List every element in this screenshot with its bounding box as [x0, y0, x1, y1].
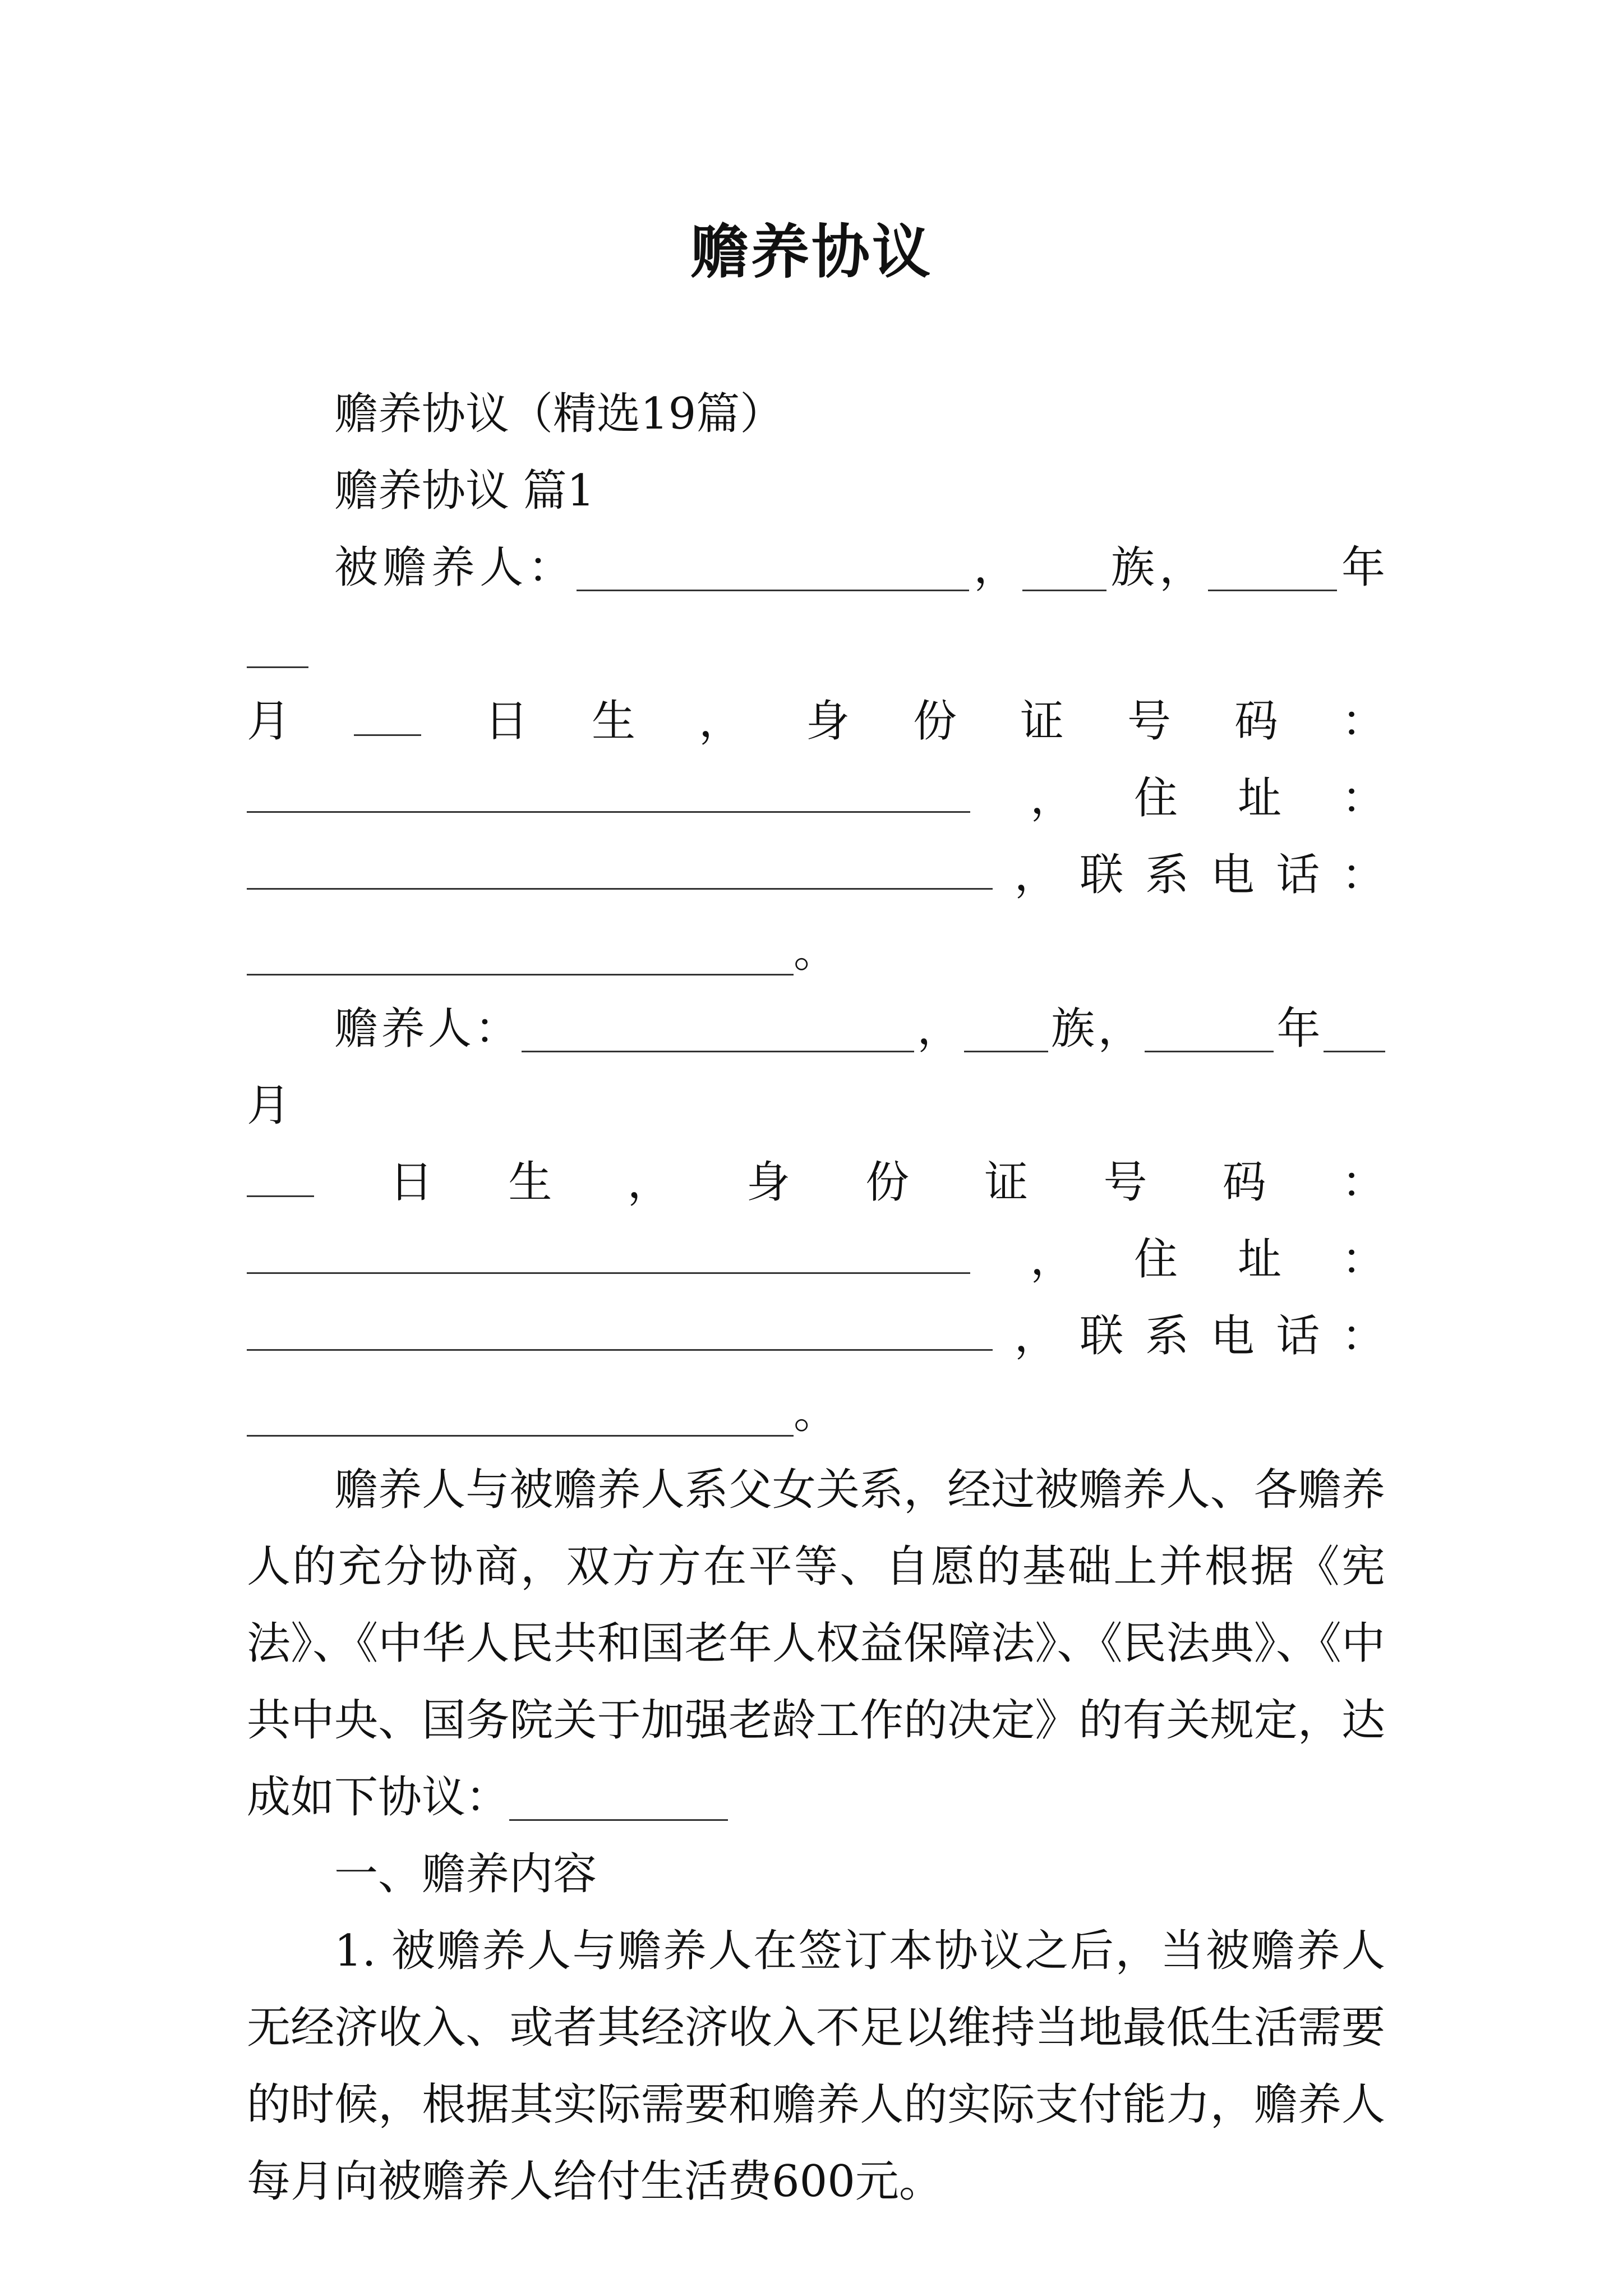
char: 话 — [1276, 850, 1320, 900]
year-blank — [1145, 1007, 1274, 1052]
char: 号 — [1103, 1157, 1147, 1208]
part-one-heading: 一、赡养内容 — [334, 1849, 597, 1899]
name-blank — [522, 1007, 914, 1052]
char: ： — [1341, 850, 1385, 900]
char: ， — [1014, 1311, 1058, 1361]
char: 住 — [1133, 773, 1178, 823]
char: 份 — [912, 696, 957, 747]
char: 联 — [1080, 1311, 1124, 1361]
month-blank — [247, 623, 308, 668]
day-blank — [247, 1152, 314, 1197]
supported-person-line-4 — [247, 837, 1385, 914]
char: 码 — [1222, 1157, 1266, 1208]
char: ： — [1341, 1311, 1385, 1361]
year-suffix: 年 — [1336, 542, 1385, 593]
ethnicity-blank — [964, 1007, 1048, 1052]
supporter-label: 赡养人： — [334, 1004, 522, 1054]
period: 。 — [794, 927, 838, 977]
char: 日 — [389, 1157, 434, 1208]
id-number-blank — [247, 767, 970, 813]
char: 电 — [1210, 1311, 1255, 1361]
char: 证 — [984, 1157, 1029, 1208]
day-blank — [354, 691, 421, 736]
char: 身 — [805, 696, 850, 747]
period: 。 — [794, 1388, 838, 1438]
supporter-line-5 — [247, 1375, 1385, 1452]
ethnicity-blank — [1022, 546, 1106, 591]
supported-person-block — [247, 530, 1385, 991]
char: 址 — [1237, 1234, 1281, 1285]
ethnic-suffix: 族， — [1106, 542, 1208, 593]
char: 联 — [1080, 850, 1124, 900]
char: 电 — [1210, 850, 1255, 900]
section-heading: 赡养协议 篇1 — [334, 466, 595, 516]
year-suffix: 年 — [1274, 1004, 1324, 1054]
supported-person-line-1: 被赡养人： ， 族， 年 — [247, 530, 1385, 683]
char: 号 — [1127, 696, 1171, 747]
supporter-line-4 — [247, 1298, 1385, 1375]
month-blank — [1324, 1007, 1385, 1052]
month-label: 月 — [247, 696, 291, 747]
char: 系 — [1145, 850, 1189, 900]
supporter-block — [247, 991, 1385, 1452]
char: 生 — [508, 1157, 552, 1208]
char: 话 — [1276, 1311, 1320, 1361]
address-blank — [247, 844, 993, 890]
char: 址 — [1237, 773, 1281, 823]
char: ， — [627, 1157, 671, 1208]
name-blank — [577, 546, 969, 591]
char: ： — [1341, 1234, 1385, 1285]
char: ， — [1030, 1234, 1074, 1285]
supporter-line-2 — [247, 1144, 1385, 1221]
month-label: 月 — [247, 1080, 291, 1131]
char: 份 — [865, 1157, 910, 1208]
ethnic-suffix: 族， — [1048, 1004, 1145, 1054]
phone-blank — [247, 1391, 794, 1437]
document-body — [247, 376, 1385, 2220]
char: 生 — [591, 696, 635, 747]
char: ： — [1341, 773, 1385, 823]
char: 身 — [746, 1157, 790, 1208]
intro-paragraph — [247, 1452, 1385, 1836]
supported-person-line-3 — [247, 760, 1385, 837]
supporter-line-3 — [247, 1221, 1385, 1298]
year-blank — [1208, 546, 1337, 591]
document-title: 赡养协议 — [690, 217, 933, 286]
char: ， — [1030, 773, 1074, 823]
agreement-blank — [509, 1775, 728, 1821]
supported-person-line-5 — [247, 914, 1385, 991]
char: ， — [1014, 850, 1058, 900]
supported-person-label: 被赡养人： — [334, 542, 577, 593]
char: 日 — [484, 696, 528, 747]
char: 住 — [1133, 1234, 1178, 1285]
address-blank — [247, 1305, 993, 1351]
supporter-line-1: 赡养人： ， 族， 年月 — [247, 991, 1385, 1144]
char: ： — [1341, 696, 1385, 747]
char: ： — [1341, 1157, 1385, 1208]
char: 证 — [1020, 696, 1064, 747]
char: 系 — [1145, 1311, 1189, 1361]
id-number-blank — [247, 1228, 970, 1274]
subtitle: 赡养协议（精选19篇） — [334, 389, 784, 439]
char: 码 — [1234, 696, 1278, 747]
phone-blank — [247, 930, 794, 976]
char: ， — [698, 696, 743, 747]
intro-text: 赡养人与被赡养人系父女关系，经过被赡养人、各赡养人的充分协商，双方方在平等、自愿的基础上并根据《宪法》、《中华人民共和国老年人权益保障法》、《民法典》、《中共中央、国务院关于加强老龄工作的决定》的有关规定，达成如下协议： — [247, 1465, 1385, 1823]
clause-one: 1. 被赡养人与赡养人在签订本协议之后，当被赡养人无经济收入、或者其经济收入不足以维持当地最低生活需要的时候，根据其实际需要和赡养人的实际支付能力，赡养人每月向被赡养人给付生活费600元。 — [247, 1926, 1385, 2207]
supported-person-line-2 — [247, 683, 1385, 760]
